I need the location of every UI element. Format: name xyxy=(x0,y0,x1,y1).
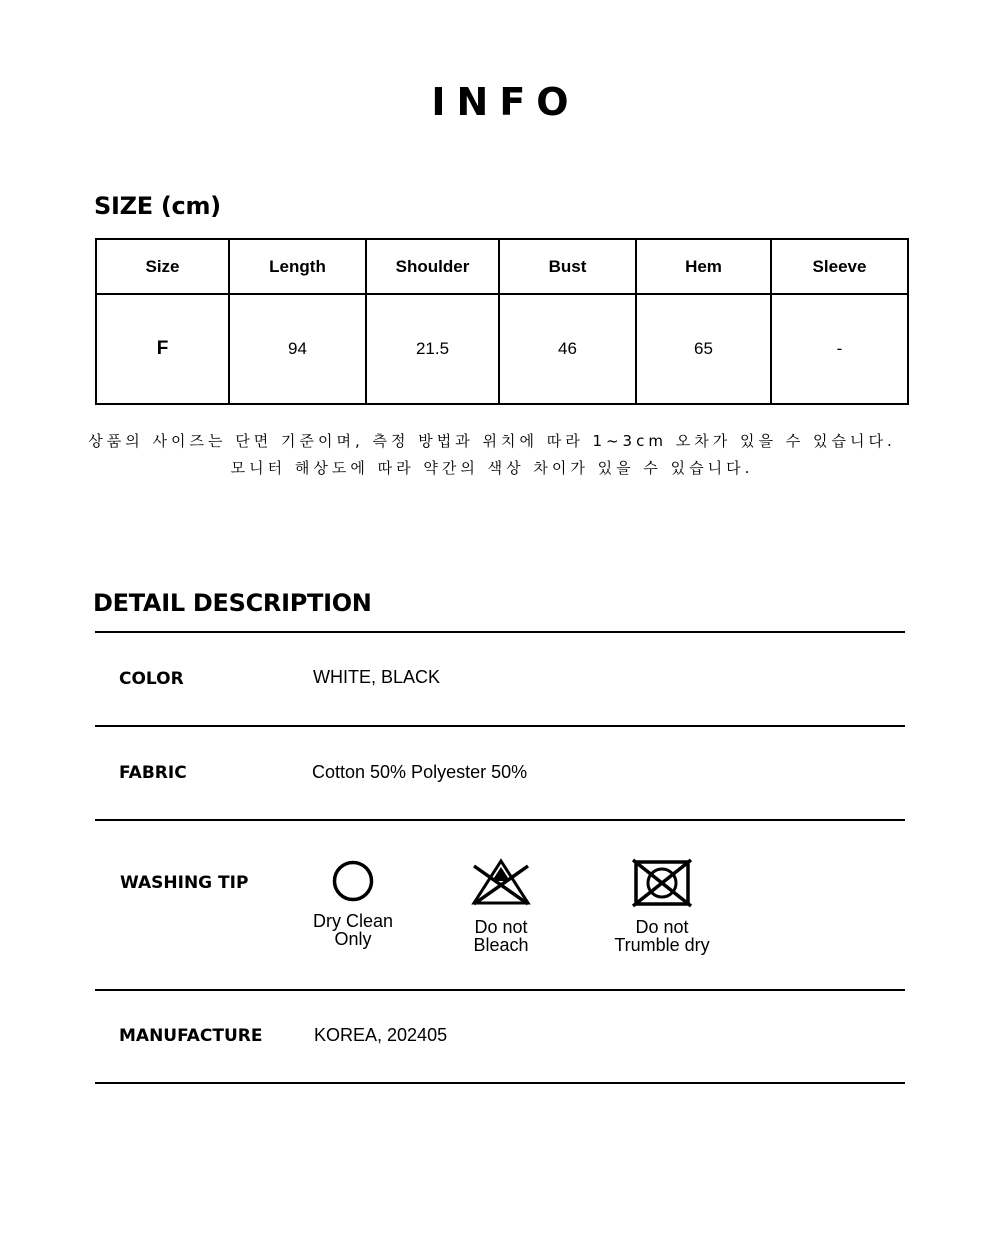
size-table-row xyxy=(96,294,908,404)
size-table xyxy=(95,238,909,405)
size-table-cell: 46 xyxy=(499,294,636,404)
size-table-header-row xyxy=(96,239,908,294)
washing-tip-item xyxy=(431,858,571,954)
page-title: INFO xyxy=(431,80,580,124)
size-table-header: Length xyxy=(229,239,366,294)
divider xyxy=(95,725,905,727)
size-table-header: Bust xyxy=(499,239,636,294)
size-table-cell: 65 xyxy=(636,294,771,404)
washing-tip-text: Do not Bleach xyxy=(473,917,529,955)
manufacture-value: KOREA, 202405 xyxy=(314,1025,448,1045)
size-table-cell: - xyxy=(771,294,908,404)
washing-tip-label: WASHING TIP xyxy=(120,873,249,893)
fabric-label: FABRIC xyxy=(119,763,187,783)
size-table-cell: 21.5 xyxy=(366,294,499,404)
detail-section-title: DETAIL DESCRIPTION xyxy=(93,589,372,617)
color-value: WHITE, BLACK xyxy=(313,667,441,687)
size-note: 상품의 사이즈는 단면 기준이며, 측정 방법과 위치에 따라 1~3cm 오차가 있을 수 있습니다. xyxy=(88,432,896,450)
no-tumble-dry-icon xyxy=(631,858,693,908)
manufacture-label: MANUFACTURE xyxy=(119,1026,263,1046)
size-table-header: Hem xyxy=(636,239,771,294)
divider xyxy=(95,819,905,821)
size-table-cell: F xyxy=(96,294,229,404)
size-table-header: Shoulder xyxy=(366,239,499,294)
size-note: 모니터 해상도에 따라 약간의 색상 차이가 있을 수 있습니다. xyxy=(230,459,754,477)
washing-tip-text: Do not Trumble dry xyxy=(614,917,710,955)
washing-tip-item xyxy=(283,859,423,948)
dry-clean-circle-icon xyxy=(331,859,375,903)
color-label: COLOR xyxy=(119,669,184,689)
no-bleach-icon xyxy=(470,858,532,908)
washing-tip-item xyxy=(592,858,732,954)
washing-tip-text: Dry Clean Only xyxy=(312,911,394,949)
divider xyxy=(95,1082,905,1084)
size-table-cell: 94 xyxy=(229,294,366,404)
size-table-header: Sleeve xyxy=(771,239,908,294)
divider xyxy=(95,989,905,991)
fabric-value: Cotton 50% Polyester 50% xyxy=(312,762,528,782)
size-table-header: Size xyxy=(96,239,229,294)
size-section-title: SIZE (cm) xyxy=(94,192,221,220)
divider xyxy=(95,631,905,633)
